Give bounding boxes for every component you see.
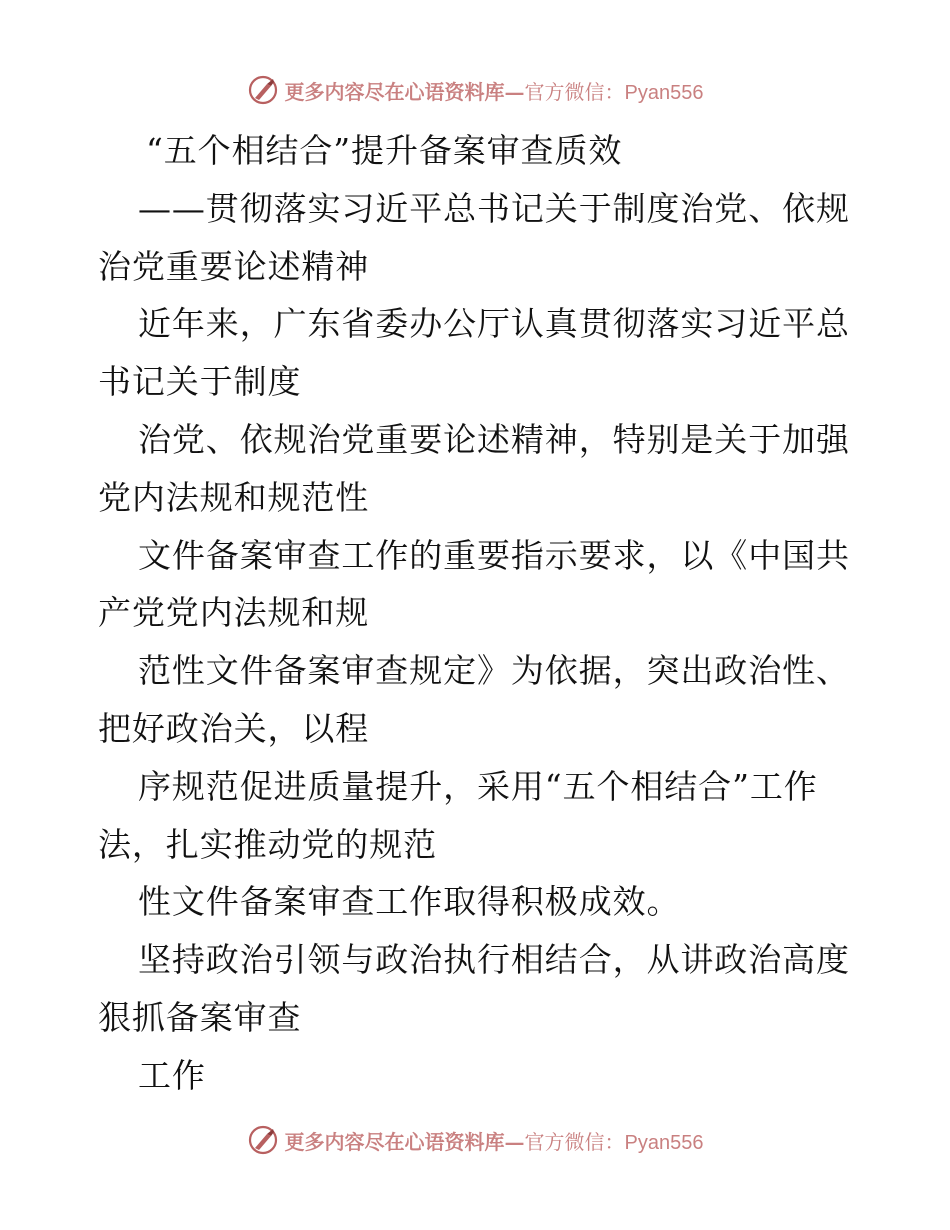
paragraph-line: 治党、依规治党重要论述精神，特别是关于加强	[138, 419, 850, 459]
doc-title: “五个相结合”提升备案审查质效	[146, 131, 623, 170]
watermark-text	[285, 1126, 704, 1155]
paragraph-line: 文件备案审查工作的重要指示要求，以《中国共	[138, 535, 850, 575]
document-body	[98, 122, 858, 1105]
doc-subtitle-line: 治党重要论述精神	[98, 246, 370, 286]
doc-subtitle-line: ——贯彻落实习近平总书记关于制度治党、依规	[138, 188, 850, 228]
watermark-wechat-id: Pyan556	[624, 1131, 704, 1154]
paragraph-line: 序规范促进质量提升，采用“五个相结合”工作	[138, 766, 818, 806]
paragraph-line: 范性文件备案审查规定》为依据，突出政治性、	[138, 651, 850, 691]
watermark-slogan: 更多内容尽在心语资料库	[284, 79, 505, 104]
watermark-wechat-label: 官方微信：	[524, 1129, 625, 1154]
watermark-wechat-label: 官方微信：	[524, 79, 625, 104]
watermark-wechat-id: Pyan556	[624, 81, 704, 104]
watermark-dash: —	[504, 1129, 525, 1154]
paragraph-line: 党内法规和规范性	[98, 477, 370, 517]
paragraph-line: 坚持政治引领与政治执行相结合，从讲政治高度	[138, 940, 850, 980]
header-watermark	[0, 70, 950, 110]
paragraph-line: 性文件备案审查工作取得积极成效。	[138, 882, 681, 922]
paragraph-line: 狠抓备案审查	[98, 997, 302, 1037]
paragraph-line: 书记关于制度	[98, 362, 302, 402]
paragraph-line: 工作	[138, 1055, 206, 1095]
footer-watermark	[0, 1120, 950, 1160]
paragraph-line: 法，扎实推动党的规范	[98, 824, 437, 864]
paragraph-line: 把好政治关，以程	[98, 708, 370, 748]
paragraph-line: 产党党内法规和规	[98, 593, 370, 633]
watermark-slogan: 更多内容尽在心语资料库	[284, 1129, 505, 1154]
paragraph-line: 近年来，广东省委办公厅认真贯彻落实习近平总	[138, 304, 850, 344]
watermark-text	[285, 76, 704, 105]
watermark-dash: —	[504, 79, 525, 104]
pen-logo-icon	[247, 74, 279, 106]
pen-logo-icon	[247, 1124, 279, 1156]
